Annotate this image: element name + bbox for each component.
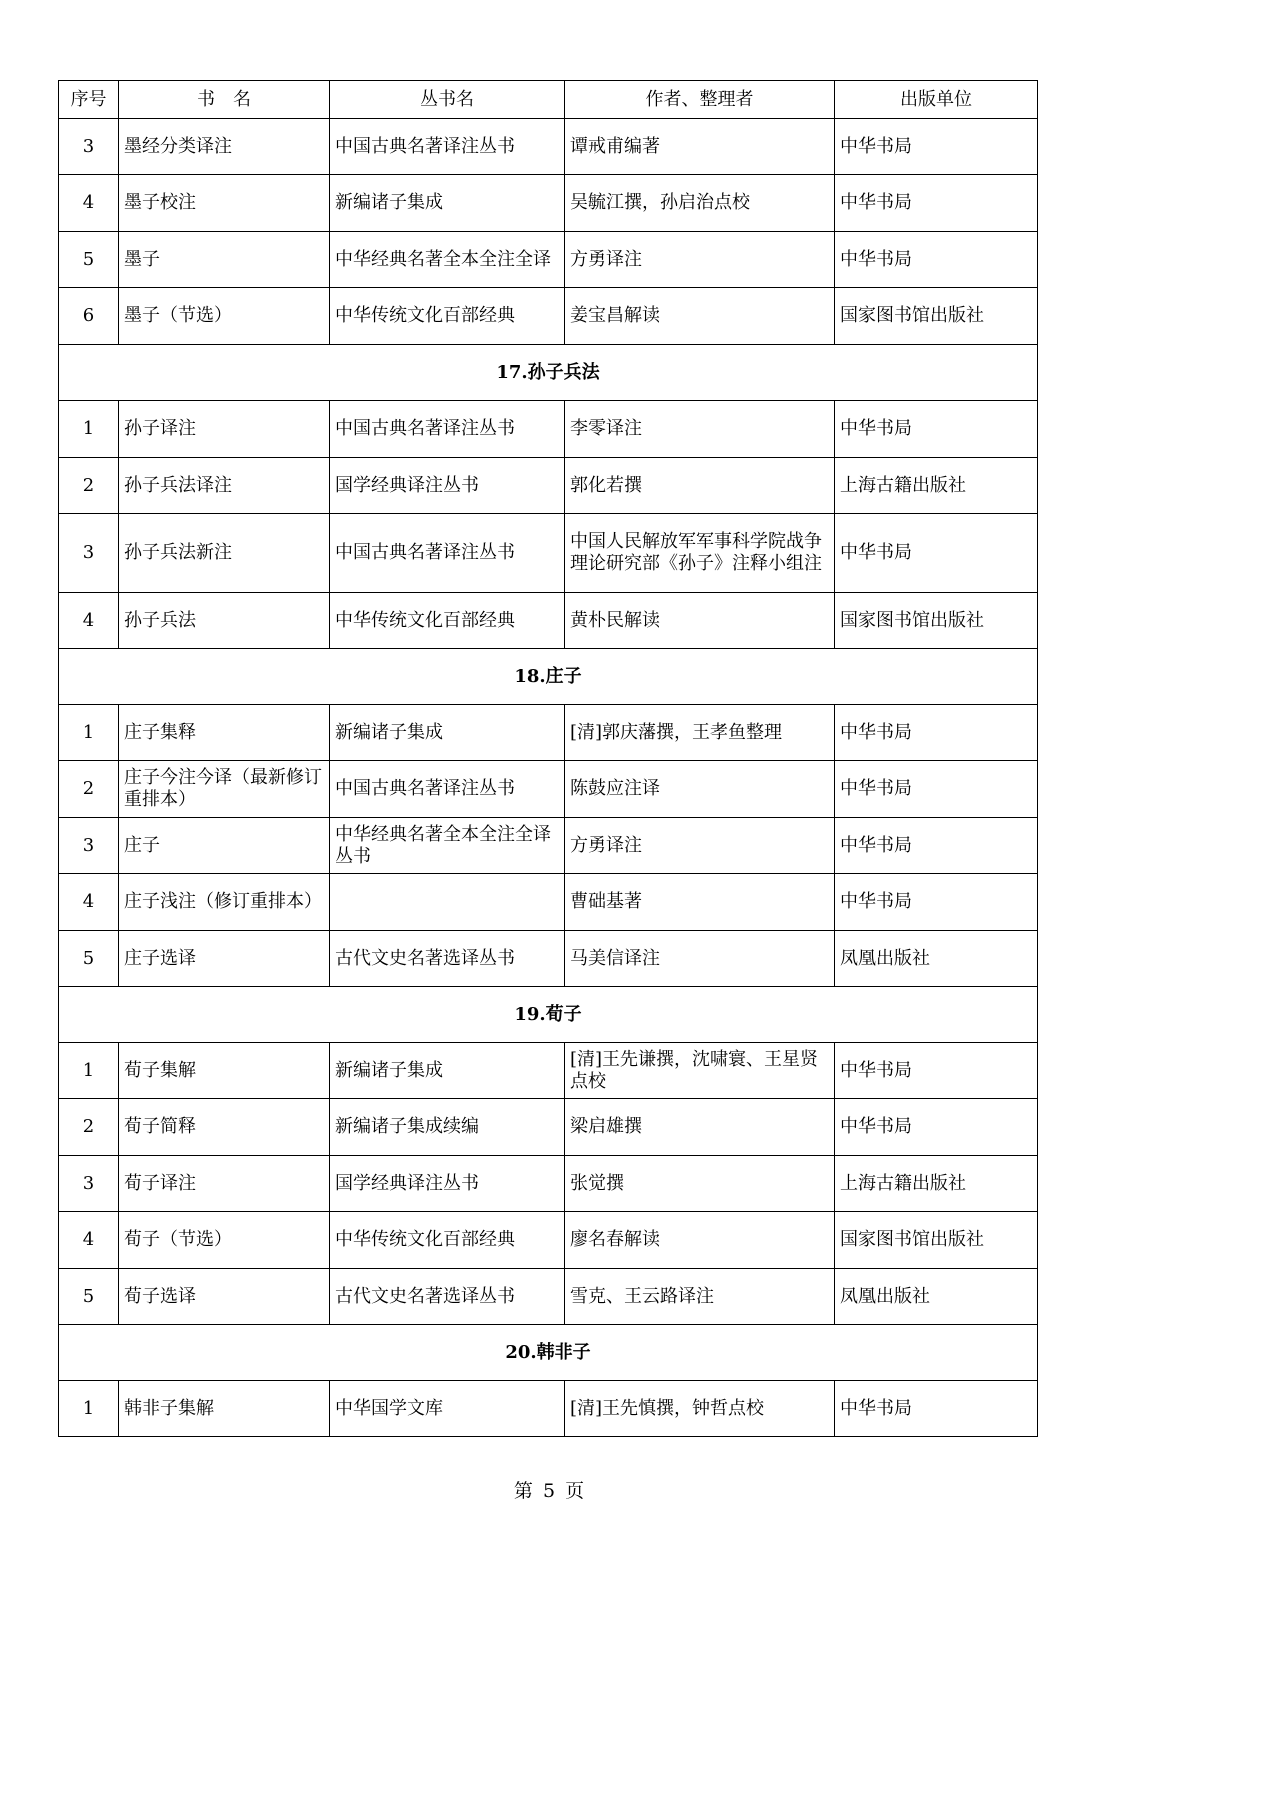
cell-title: 孙子译注 [119,401,330,458]
cell-series: 中华经典名著全本全注全译丛书 [330,818,565,874]
section-heading-row [59,649,1038,705]
cell-publisher: 中华书局 [835,705,1038,761]
section-heading-row [59,345,1038,401]
cell-author: 雪克、王云路译注 [565,1269,835,1325]
header-author: 作者、整理者 [565,81,835,119]
table-row [59,1043,1038,1099]
table-row [59,288,1038,345]
header-series: 丛书名 [330,81,565,119]
table-row [59,931,1038,987]
cell-series: 中华经典名著全本全注全译 [330,232,565,288]
cell-no: 3 [59,818,119,874]
cell-publisher: 中华书局 [835,761,1038,818]
cell-no: 1 [59,401,119,458]
cell-series: 中国古典名著译注丛书 [330,119,565,175]
cell-author: [清]王先谦撰，沈啸寰、王星贤点校 [565,1043,835,1099]
table-row [59,401,1038,458]
table-row [59,458,1038,514]
table-header-row [59,81,1038,119]
table-row [59,1156,1038,1212]
cell-no: 4 [59,1212,119,1269]
cell-author: 方勇译注 [565,818,835,874]
cell-series: 新编诸子集成 [330,175,565,232]
table-row [59,761,1038,818]
cell-title: 墨子校注 [119,175,330,232]
cell-publisher: 中华书局 [835,119,1038,175]
cell-publisher: 中华书局 [835,874,1038,931]
cell-no: 3 [59,119,119,175]
cell-publisher: 中华书局 [835,1099,1038,1156]
table-row [59,175,1038,232]
cell-publisher: 国家图书馆出版社 [835,288,1038,345]
cell-author: [清]郭庆藩撰，王孝鱼整理 [565,705,835,761]
cell-title: 荀子选译 [119,1269,330,1325]
cell-no: 3 [59,1156,119,1212]
cell-author: 谭戒甫编著 [565,119,835,175]
cell-series: 新编诸子集成 [330,705,565,761]
cell-publisher: 凤凰出版社 [835,931,1038,987]
header-publisher: 出版单位 [835,81,1038,119]
cell-title: 荀子简释 [119,1099,330,1156]
book-list-table [58,80,1038,1437]
cell-author: 吴毓江撰，孙启治点校 [565,175,835,232]
cell-publisher: 上海古籍出版社 [835,1156,1038,1212]
section-heading: 20.韩非子 [59,1325,1038,1381]
cell-series [330,874,565,931]
cell-author: 马美信译注 [565,931,835,987]
cell-publisher: 上海古籍出版社 [835,458,1038,514]
cell-author: 黄朴民解读 [565,593,835,649]
cell-title: 孙子兵法新注 [119,514,330,593]
section-heading: 19.荀子 [59,987,1038,1043]
cell-no: 1 [59,1043,119,1099]
table-row [59,1212,1038,1269]
cell-title: 庄子集释 [119,705,330,761]
table-row [59,514,1038,593]
cell-no: 5 [59,1269,119,1325]
cell-no: 4 [59,874,119,931]
cell-publisher: 中华书局 [835,1043,1038,1099]
cell-no: 5 [59,931,119,987]
cell-no: 2 [59,761,119,818]
cell-author: 方勇译注 [565,232,835,288]
cell-title: 墨子 [119,232,330,288]
cell-title: 墨经分类译注 [119,119,330,175]
cell-publisher: 凤凰出版社 [835,1269,1038,1325]
cell-series: 国学经典译注丛书 [330,458,565,514]
cell-series: 新编诸子集成 [330,1043,565,1099]
cell-no: 3 [59,514,119,593]
header-title: 书 名 [119,81,330,119]
cell-title: 孙子兵法 [119,593,330,649]
cell-author: 梁启雄撰 [565,1099,835,1156]
cell-publisher: 国家图书馆出版社 [835,593,1038,649]
cell-title: 庄子今注今译（最新修订重排本） [119,761,330,818]
cell-author: 廖名春解读 [565,1212,835,1269]
cell-no: 6 [59,288,119,345]
table-row [59,874,1038,931]
cell-author: 李零译注 [565,401,835,458]
cell-title: 孙子兵法译注 [119,458,330,514]
table-row [59,593,1038,649]
table-row [59,1269,1038,1325]
cell-title: 荀子集解 [119,1043,330,1099]
cell-title: 庄子浅注（修订重排本） [119,874,330,931]
section-heading-row [59,1325,1038,1381]
cell-title: 墨子（节选） [119,288,330,345]
cell-series: 中华传统文化百部经典 [330,1212,565,1269]
cell-no: 1 [59,1381,119,1437]
section-heading: 17.孙子兵法 [59,345,1038,401]
cell-series: 古代文史名著选译丛书 [330,931,565,987]
cell-title: 庄子 [119,818,330,874]
table-row [59,705,1038,761]
cell-series: 新编诸子集成续编 [330,1099,565,1156]
cell-series: 中华传统文化百部经典 [330,288,565,345]
section-heading-row [59,987,1038,1043]
cell-publisher: 中华书局 [835,818,1038,874]
cell-publisher: 中华书局 [835,514,1038,593]
table-row [59,818,1038,874]
cell-series: 国学经典译注丛书 [330,1156,565,1212]
cell-series: 中华国学文库 [330,1381,565,1437]
cell-no: 2 [59,458,119,514]
cell-no: 1 [59,705,119,761]
table-row [59,1099,1038,1156]
table-body [59,119,1038,1437]
cell-no: 4 [59,175,119,232]
cell-publisher: 中华书局 [835,175,1038,232]
cell-title: 韩非子集解 [119,1381,330,1437]
cell-author: 曹础基著 [565,874,835,931]
cell-series: 中国古典名著译注丛书 [330,761,565,818]
cell-series: 中华传统文化百部经典 [330,593,565,649]
cell-author: [清]王先慎撰，钟哲点校 [565,1381,835,1437]
cell-author: 张觉撰 [565,1156,835,1212]
cell-series: 古代文史名著选译丛书 [330,1269,565,1325]
table-row [59,232,1038,288]
cell-publisher: 国家图书馆出版社 [835,1212,1038,1269]
cell-title: 荀子译注 [119,1156,330,1212]
cell-author: 中国人民解放军军事科学院战争理论研究部《孙子》注释小组注 [565,514,835,593]
cell-publisher: 中华书局 [835,401,1038,458]
cell-title: 庄子选译 [119,931,330,987]
cell-title: 荀子（节选） [119,1212,330,1269]
cell-no: 2 [59,1099,119,1156]
cell-publisher: 中华书局 [835,232,1038,288]
header-no: 序号 [59,81,119,119]
table-row [59,119,1038,175]
page-footer: 第 5 页 [513,1480,587,1502]
cell-no: 4 [59,593,119,649]
section-heading: 18.庄子 [59,649,1038,705]
table-row [59,1381,1038,1437]
cell-author: 陈鼓应注译 [565,761,835,818]
cell-no: 5 [59,232,119,288]
cell-author: 郭化若撰 [565,458,835,514]
cell-series: 中国古典名著译注丛书 [330,401,565,458]
cell-author: 姜宝昌解读 [565,288,835,345]
cell-publisher: 中华书局 [835,1381,1038,1437]
cell-series: 中国古典名著译注丛书 [330,514,565,593]
